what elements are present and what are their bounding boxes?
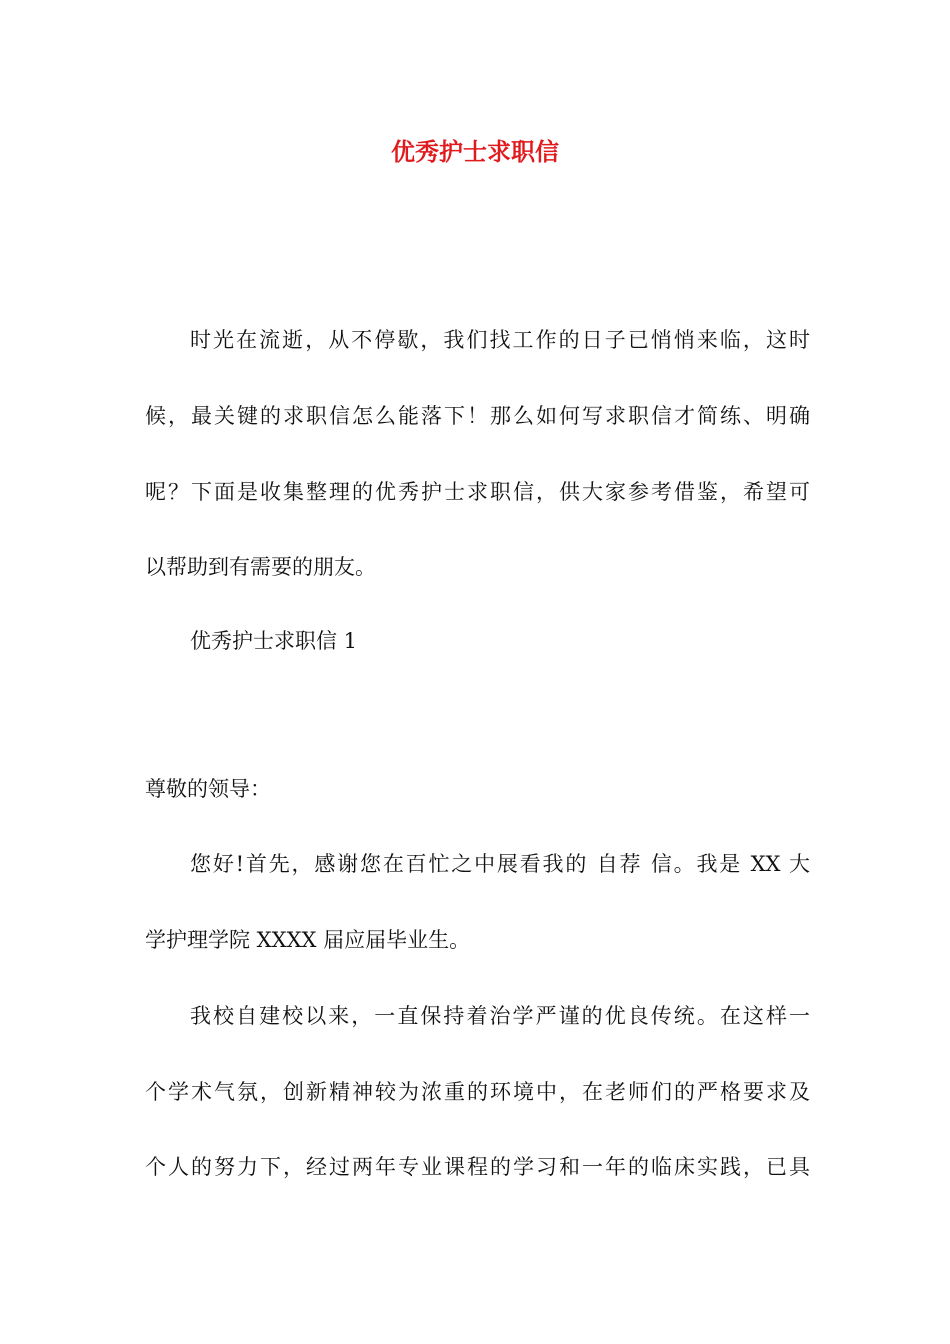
document-title: 优秀护士求职信 xyxy=(391,137,559,166)
salutation: 尊敬的领导： xyxy=(145,777,271,801)
paragraph-line: 呢？下面是收集整理的优秀护士求职信，供大家参考借鉴，希望可 xyxy=(145,480,810,504)
paragraph-line: 我校自建校以来，一直保持着治学严谨的优良传统。在这样一 xyxy=(190,1004,810,1028)
paragraph-line: 时光在流逝，从不停歇，我们找工作的日子已悄悄来临，这时 xyxy=(190,328,810,352)
paragraph-line: 个学术气氛，创新精神较为浓重的环境中，在老师们的严格要求及 xyxy=(145,1080,810,1104)
paragraph-line: 候，最关键的求职信怎么能落下！那么如何写求职信才简练、明确 xyxy=(145,404,810,428)
paragraph-line: 个人的努力下，经过两年专业课程的学习和一年的临床实践，已具 xyxy=(145,1155,810,1179)
paragraph-line: 学护理学院 XXXX 届应届毕业生。 xyxy=(145,928,471,952)
paragraph-line: 以帮助到有需要的朋友。 xyxy=(145,555,376,579)
paragraph-line: 您好!首先，感谢您在百忙之中展看我的 自荐 信。我是 XX 大 xyxy=(190,852,810,876)
section-heading: 优秀护士求职信 1 xyxy=(190,629,358,653)
